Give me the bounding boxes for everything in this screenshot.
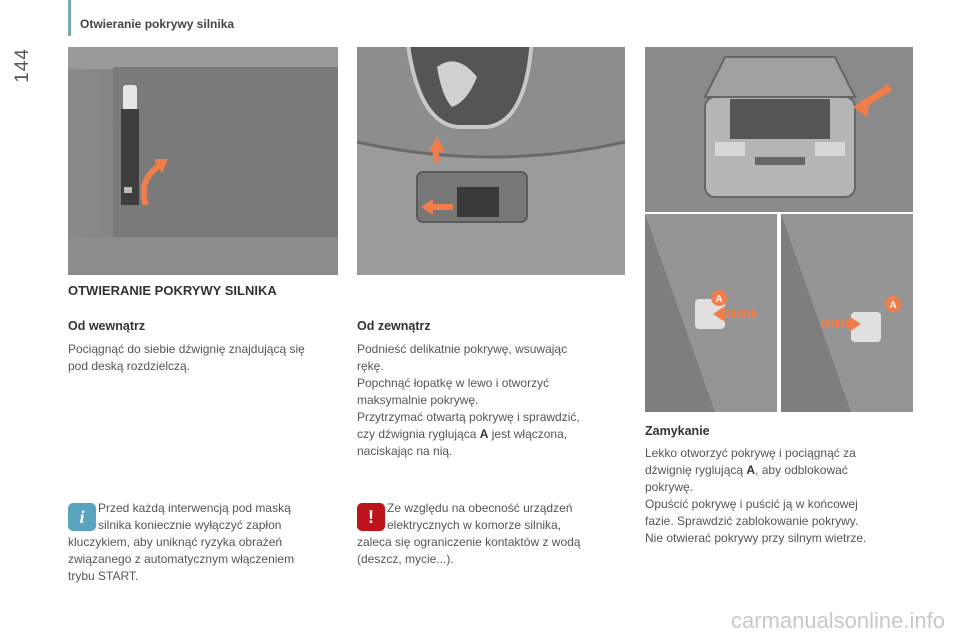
closing-text xyxy=(645,445,915,547)
hood-latch-right-photo xyxy=(781,214,913,412)
van-front-photo xyxy=(645,47,913,212)
outside-line-6 xyxy=(357,426,627,443)
outside-line: Przytrzymać otwartą pokrywę i sprawdzić, xyxy=(357,410,580,424)
inside-line: pod deską rozdzielczą. xyxy=(68,359,191,373)
closing-line: Opuścić pokrywę i puścić ją w końcowej xyxy=(645,497,858,511)
warning-line: Ze względu na obecność urządzeń xyxy=(387,501,573,515)
watermark: carmanualsonline.info xyxy=(730,608,945,633)
page-number: 144 xyxy=(12,48,33,83)
warning-icon: ! xyxy=(357,503,385,531)
lever-label-a: A xyxy=(479,427,489,441)
inside-text xyxy=(68,341,348,375)
text-run: jest włączona, xyxy=(488,427,568,441)
label-a-left: A xyxy=(715,294,723,305)
warning-line: (deszcz, mycie...). xyxy=(357,552,454,566)
closing-line: fazie. Sprawdzić zablokowanie pokrywy. xyxy=(645,514,859,528)
info-line: Przed każdą interwencją pod maską xyxy=(98,501,291,515)
text-run: czy dźwignia ryglująca xyxy=(357,427,480,441)
lever-label-a: A xyxy=(746,463,756,477)
closing-line-2 xyxy=(645,462,915,479)
interior-lever-photo xyxy=(68,47,338,275)
warning-note xyxy=(357,500,637,568)
outside-text xyxy=(357,341,627,460)
front-latch-photo xyxy=(357,47,625,275)
inside-line: Pociągnąć do siebie dźwignię znajdującą się xyxy=(68,342,305,356)
page-header: Otwieranie pokrywy silnika xyxy=(80,17,235,31)
hood-latch-left-photo xyxy=(645,214,777,412)
closing-line: pokrywę. xyxy=(645,480,694,494)
outside-line: naciskając na nią. xyxy=(357,444,453,458)
outside-heading: Od zewnątrz xyxy=(357,319,431,333)
label-a-right: A xyxy=(889,300,897,311)
info-icon: i xyxy=(68,503,96,531)
info-line: związanego z automatycznym włączeniem xyxy=(68,552,295,566)
closing-line: Lekko otworzyć pokrywę i pociągnąć za xyxy=(645,446,856,460)
info-line: silnika koniecznie wyłączyć zapłon xyxy=(98,518,282,532)
text-run: dźwignię ryglującą xyxy=(645,463,747,477)
info-note xyxy=(68,500,348,585)
header-accent-bar xyxy=(68,0,71,36)
section-title: OTWIERANIE POKRYWY SILNIKA xyxy=(68,283,277,298)
outside-line: maksymalnie pokrywę. xyxy=(357,393,479,407)
outside-line: Popchnąć łopatkę w lewo i otworzyć xyxy=(357,376,550,390)
closing-heading: Zamykanie xyxy=(645,424,710,438)
info-line: kluczykiem, aby uniknąć ryzyka obrażeń xyxy=(68,535,283,549)
warning-line: elektrycznych w komorze silnika, xyxy=(387,518,562,532)
closing-line: Nie otwierać pokrywy przy silnym wietrze. xyxy=(645,531,867,545)
outside-line: Podnieść delikatnie pokrywę, wsuwając xyxy=(357,342,568,356)
info-line: trybu START. xyxy=(68,569,139,583)
warning-line: zaleca się ograniczenie kontaktów z wodą xyxy=(357,535,581,549)
inside-heading: Od wewnątrz xyxy=(68,319,146,333)
text-run: , aby odblokować xyxy=(755,463,848,477)
outside-line: rękę. xyxy=(357,359,384,373)
